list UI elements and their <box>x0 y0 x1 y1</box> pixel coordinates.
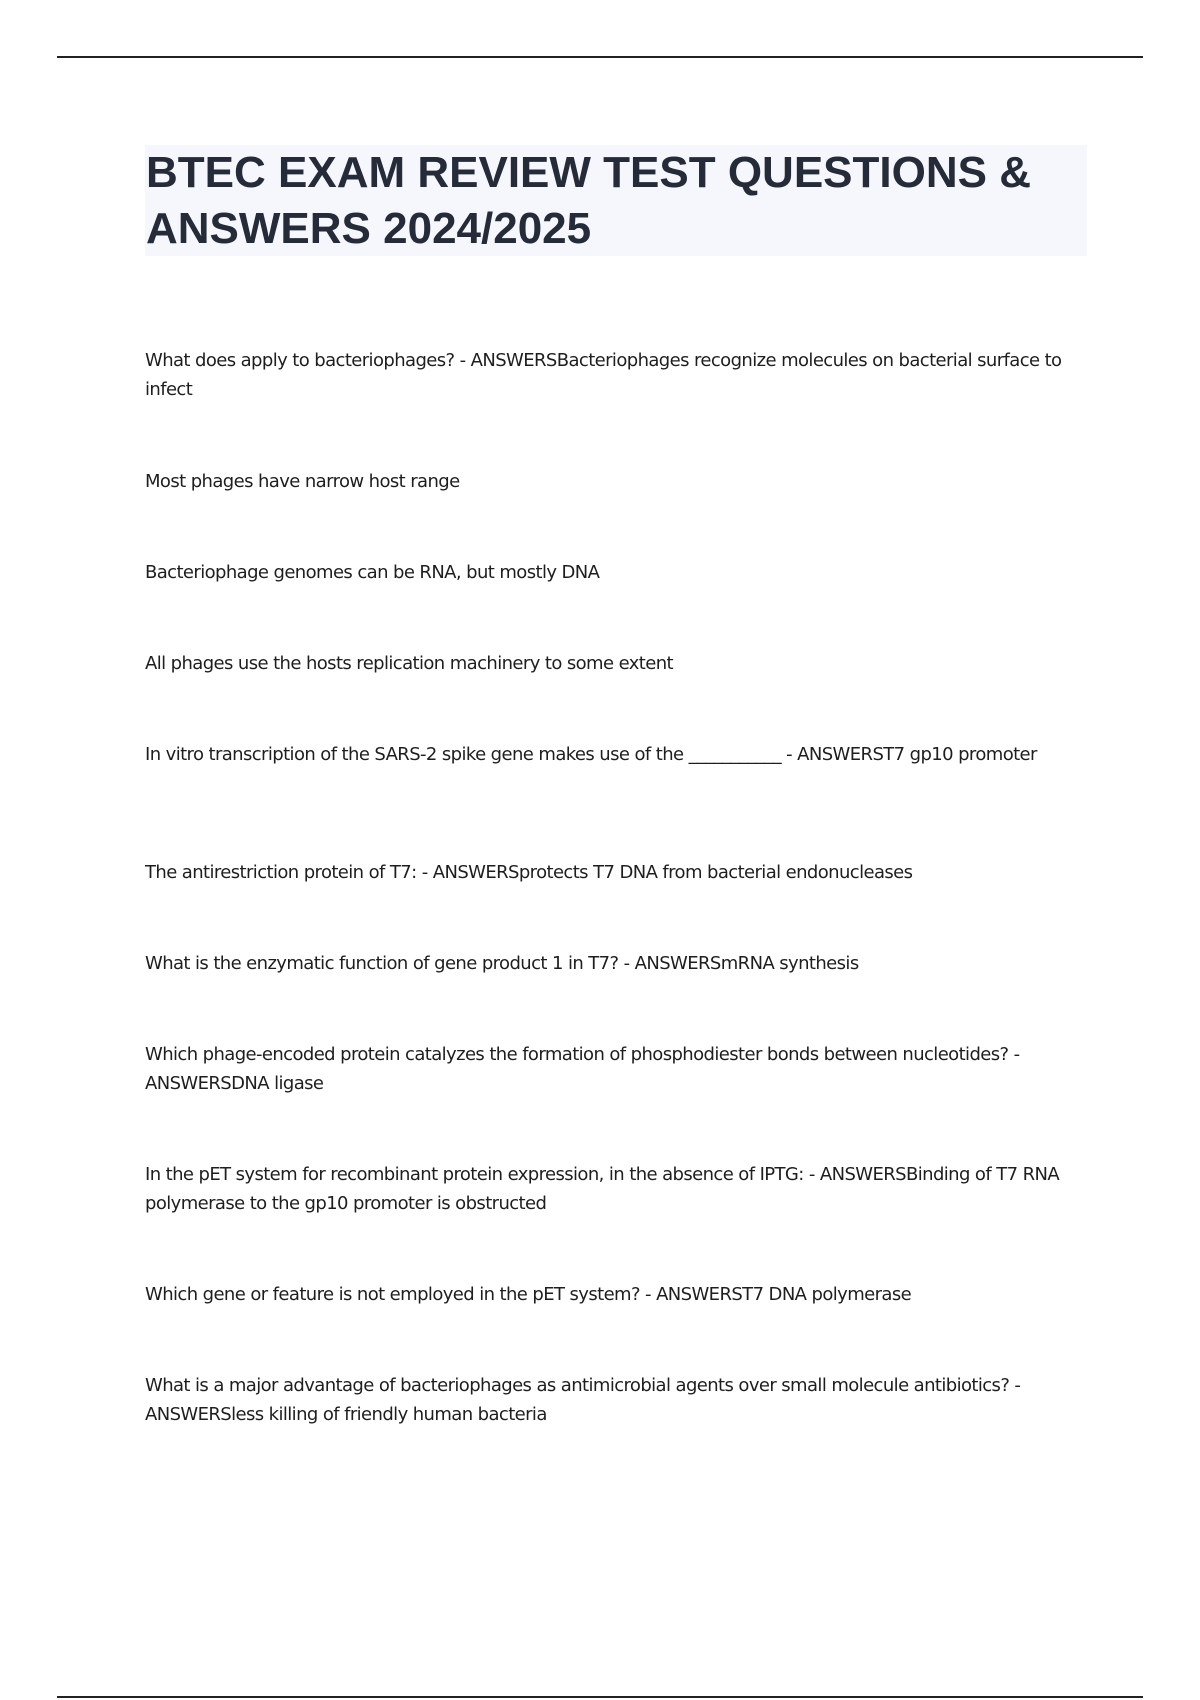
qa-entry-3: Bacteriophage genomes can be RNA, but mostly DNA <box>145 562 600 583</box>
qa-entry-9: In the pET system for recombinant protein expression, in the absence of IPTG: - ANSWERSBinding of T7 RNA polymerase to the gp10 promoter is obstructed <box>145 1164 1060 1214</box>
document-title: BTEC EXAM REVIEW TEST QUESTIONS & ANSWERS 2024/2025 <box>146 148 1031 253</box>
qa-entry-2: Most phages have narrow host range <box>145 471 460 492</box>
qa-entry-4: All phages use the hosts replication machinery to some extent <box>145 653 673 674</box>
qa-entry-7: What is the enzymatic function of gene product 1 in T7? - ANSWERSmRNA synthesis <box>145 953 859 974</box>
qa-entry-8: Which phage-encoded protein catalyzes the formation of phosphodiester bonds between nucleotides? - ANSWERSDNA ligase <box>145 1044 1020 1094</box>
bottom-rule <box>57 1696 1143 1698</box>
qa-entry-11: What is a major advantage of bacteriophages as antimicrobial agents over small molecule antibiotics? - ANSWERSless killing of friendly human bacteria <box>145 1375 1021 1425</box>
top-rule <box>57 56 1143 58</box>
qa-entry-6: The antirestriction protein of T7: - ANSWERSprotects T7 DNA from bacterial endonucleases <box>145 862 913 883</box>
qa-entry-10: Which gene or feature is not employed in the pET system? - ANSWERST7 DNA polymerase <box>145 1284 912 1305</box>
qa-entry-5: In vitro transcription of the SARS-2 spike gene makes use of the ___________ - ANSWERST7 gp10 promoter <box>145 744 1037 765</box>
qa-entry-1: What does apply to bacteriophages? - ANSWERSBacteriophages recognize molecules on bacterial surface to infect <box>145 350 1062 400</box>
